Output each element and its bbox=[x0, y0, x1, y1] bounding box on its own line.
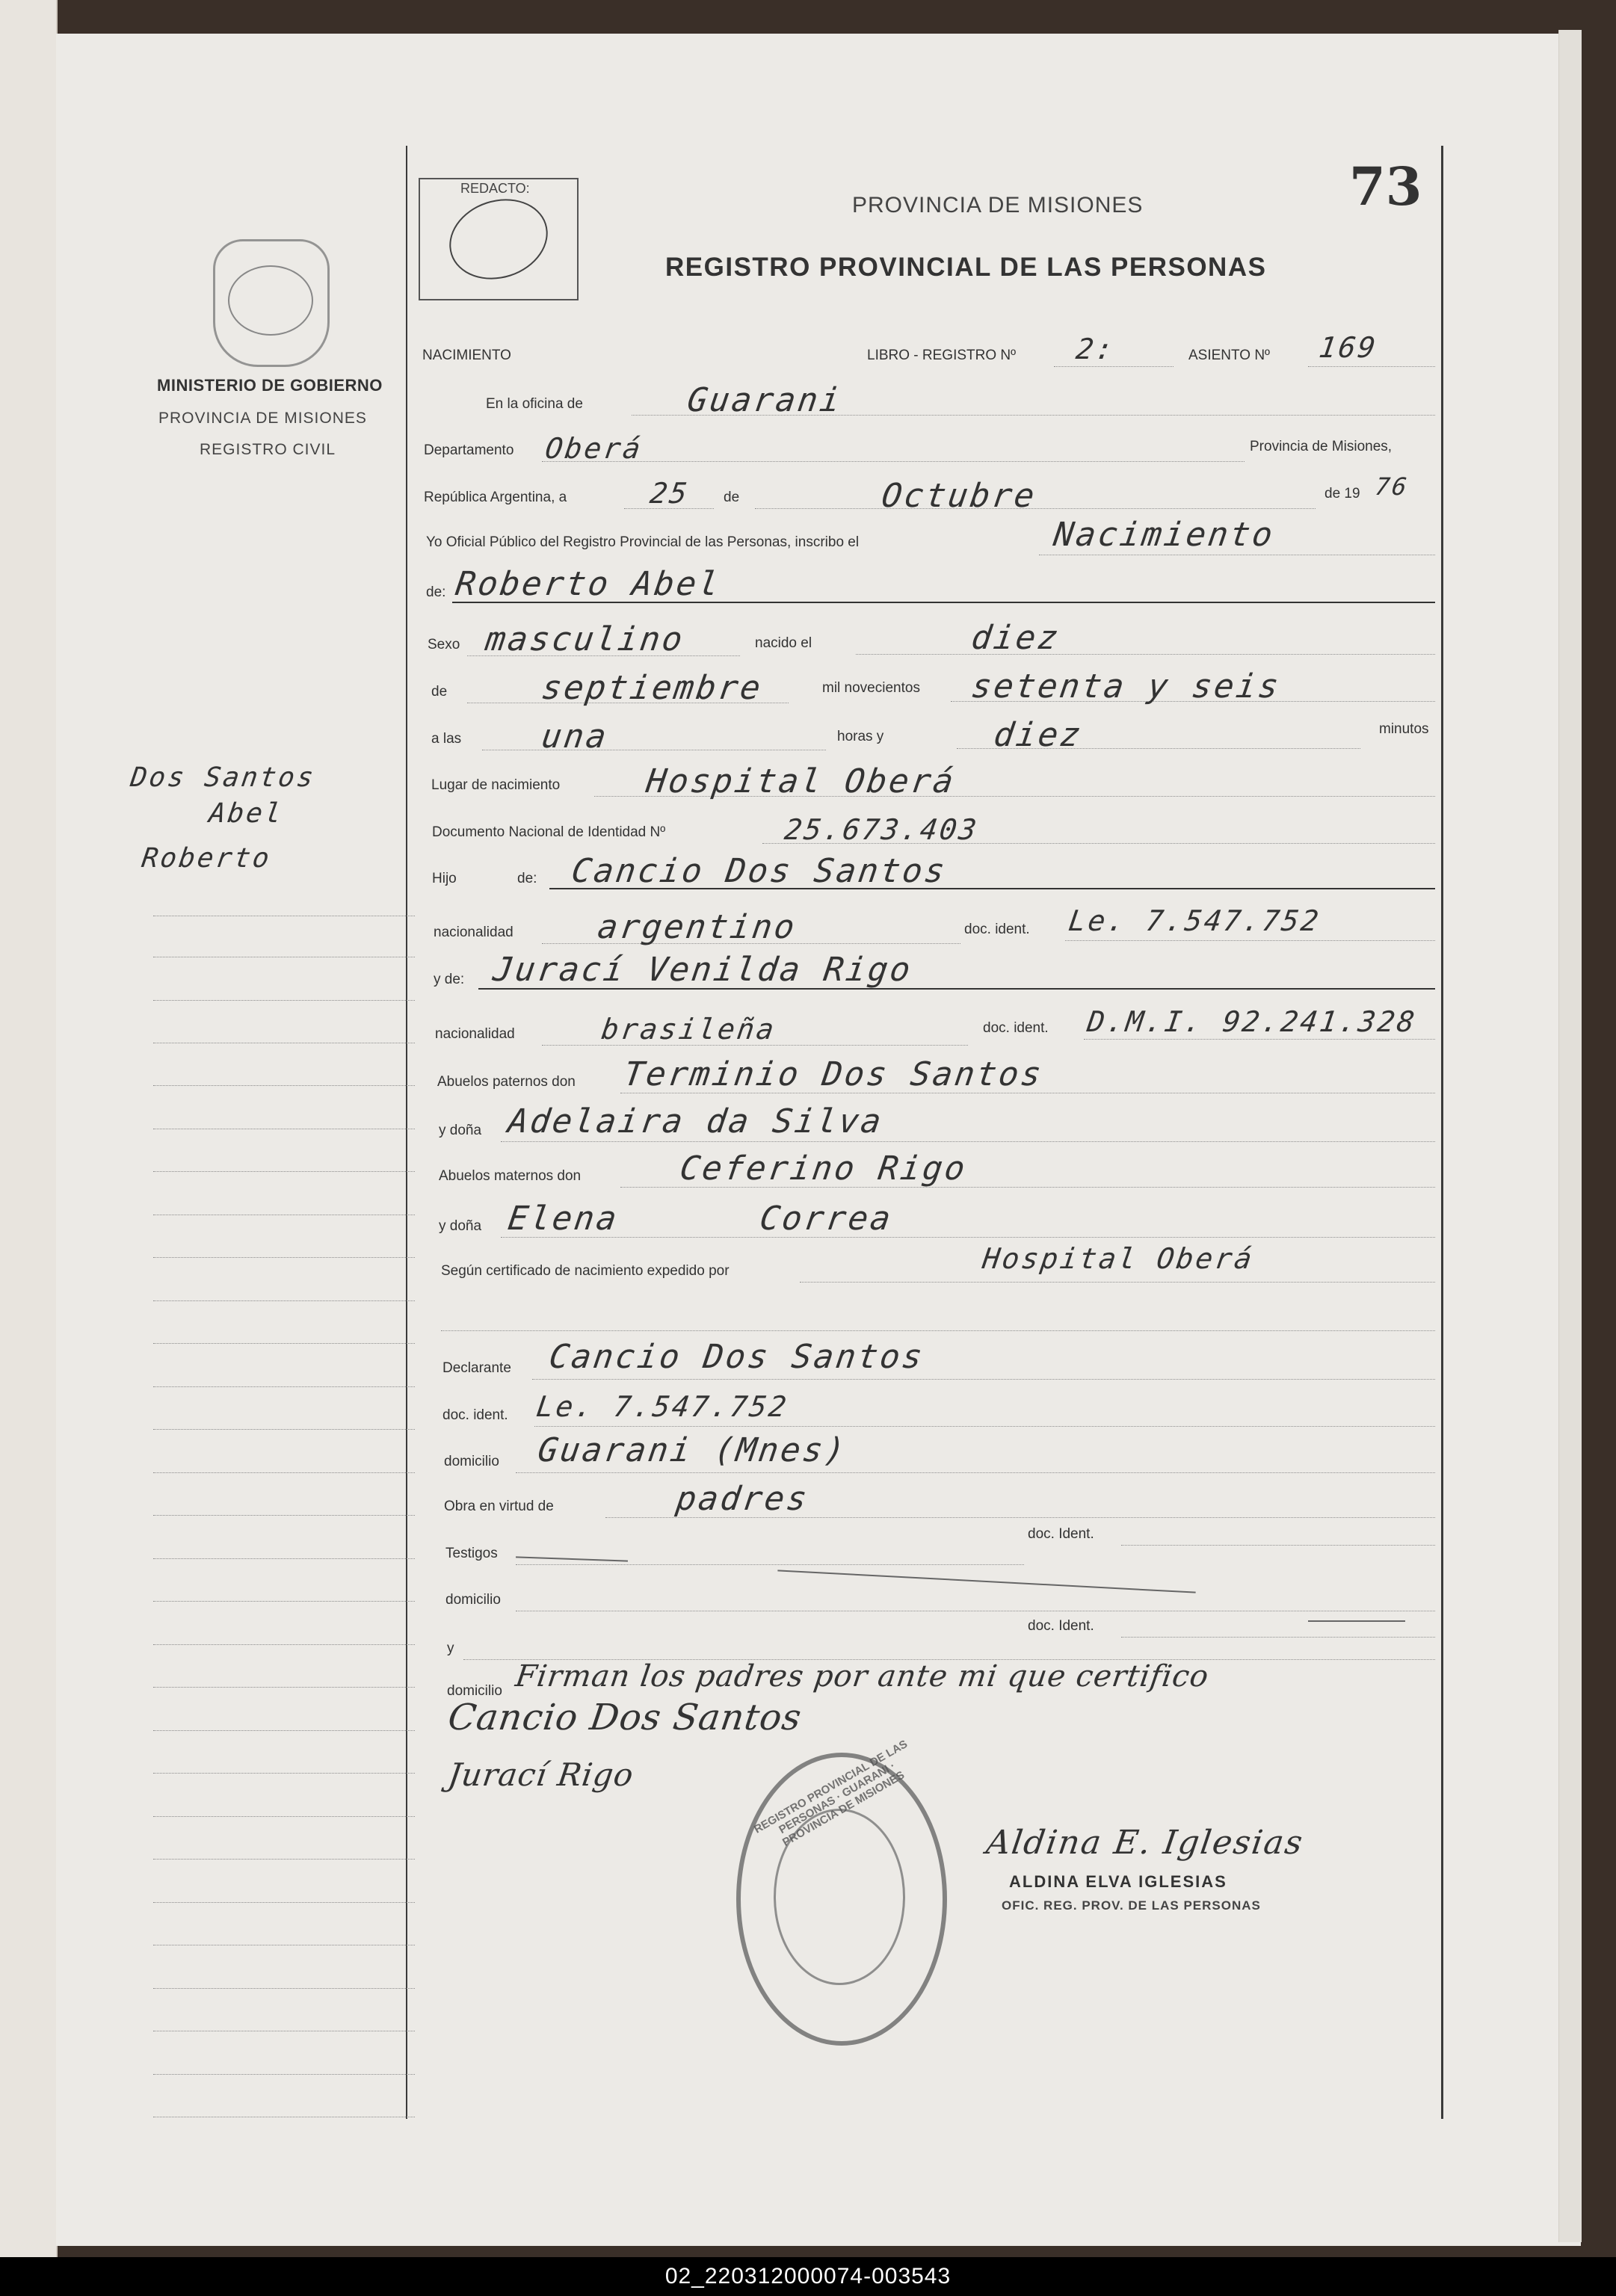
padre-value: Cancio Dos Santos bbox=[569, 852, 949, 890]
segun-value: Hospital Oberá bbox=[980, 1242, 1256, 1275]
segun-certificado-label: Según certificado de nacimiento expedido por bbox=[441, 1263, 730, 1279]
official-name: ALDINA ELVA IGLESIAS bbox=[1009, 1872, 1227, 1891]
declarante-value: Cancio Dos Santos bbox=[546, 1338, 927, 1376]
acto-value: Nacimiento bbox=[1051, 516, 1277, 554]
abuelo-paterno-value: Terminio Dos Santos bbox=[621, 1055, 1046, 1093]
domicilio-value: Guarani (Mnes) bbox=[535, 1431, 850, 1469]
right-page-edge bbox=[1558, 30, 1582, 2242]
hijo-de-label: de: bbox=[517, 871, 537, 886]
seal-emblem-icon bbox=[228, 265, 313, 336]
oficina-value: Guarani bbox=[685, 381, 845, 419]
month-value: Octubre bbox=[879, 477, 1040, 515]
domicilio-label-3: domicilio bbox=[447, 1683, 502, 1699]
redacto-label: REDACTO: bbox=[457, 181, 533, 197]
nacido-value: diez bbox=[969, 619, 1063, 657]
doc-strike bbox=[1308, 1620, 1405, 1622]
abuelos-maternos-label: Abuelos maternos don bbox=[439, 1168, 582, 1184]
y-de-label: y de: bbox=[434, 972, 465, 987]
sexo-label: Sexo bbox=[428, 637, 460, 652]
de-label-3: de bbox=[431, 684, 448, 700]
nombre-value: Roberto Abel bbox=[453, 565, 724, 603]
doc-ident-declarante-label: doc. ident. bbox=[442, 1407, 508, 1423]
abuela-paterna-value: Adelaira da Silva bbox=[505, 1102, 886, 1141]
provincia-label: Provincia de Misiones, bbox=[1250, 439, 1393, 454]
left-page-edge bbox=[0, 0, 58, 2257]
madre-value: Jurací Venilda Rigo bbox=[490, 951, 915, 989]
anio2-value: setenta y seis bbox=[969, 667, 1283, 706]
yo-oficial-label: Yo Oficial Público del Registro Provincial de las Personas, inscribo el bbox=[426, 534, 860, 550]
mes2-value: septiembre bbox=[539, 669, 765, 707]
minutos-label: minutos bbox=[1379, 721, 1429, 737]
nacionalidad-label-1: nacionalidad bbox=[434, 925, 514, 940]
signature-father: Cancio Dos Santos bbox=[445, 1697, 805, 1738]
departamento-value: Oberá bbox=[543, 432, 645, 465]
firma-text: Firman los padres por ante mi que certifico bbox=[513, 1659, 1212, 1694]
abuelos-paternos-label: Abuelos paternos don bbox=[437, 1074, 576, 1090]
margin-note-name2: Roberto bbox=[140, 843, 274, 874]
hora-value: una bbox=[539, 718, 611, 756]
official-signature: Aldina E. Iglesias bbox=[984, 1824, 1307, 1862]
nacionalidad-label-2: nacionalidad bbox=[435, 1026, 515, 1042]
mil-novecientos-label: mil novecientos bbox=[822, 680, 920, 696]
doc-padre-value: Le. 7.547.752 bbox=[1066, 904, 1323, 937]
declarante-label: Declarante bbox=[442, 1360, 511, 1376]
oficina-label: En la oficina de bbox=[486, 396, 583, 412]
image-filename-bar bbox=[0, 2257, 1616, 2296]
testigos-label: Testigos bbox=[445, 1546, 498, 1561]
nacionalidad-madre-value: brasileña bbox=[599, 1013, 778, 1046]
y-dona-label-2: y doña bbox=[439, 1218, 482, 1234]
horas-label: horas y bbox=[837, 729, 884, 744]
y-label: y bbox=[447, 1641, 454, 1656]
lugar-value: Hospital Oberá bbox=[644, 762, 958, 800]
obra-virtud-label: Obra en virtud de bbox=[444, 1499, 554, 1514]
signature-mother: Jurací Rigo bbox=[445, 1756, 636, 1793]
civil-registry-label: REGISTRO CIVIL bbox=[200, 441, 336, 458]
republica-label: República Argentina, a bbox=[424, 490, 567, 505]
hijo-label: Hijo bbox=[432, 871, 457, 886]
stamp-text: REGISTRO PROVINCIAL DE LAS PERSONAS · GUARANI · PROVINCIA DE MISIONES bbox=[751, 1737, 910, 1849]
libro-label: LIBRO - REGISTRO Nº bbox=[867, 348, 1017, 363]
anio-label: de 19 bbox=[1324, 486, 1360, 502]
doc-declarante-value: Le. 7.547.752 bbox=[534, 1390, 791, 1423]
abuelo-materno-value: Ceferino Rigo bbox=[677, 1149, 969, 1188]
domicilio-label-2: domicilio bbox=[445, 1592, 501, 1608]
doc-ident-label-1: doc. ident. bbox=[964, 922, 1030, 937]
obra-value: padres bbox=[673, 1480, 812, 1518]
right-frame-line bbox=[1441, 146, 1443, 2119]
dni-label: Documento Nacional de Identidad Nº bbox=[432, 824, 666, 840]
libro-value: 2: bbox=[1073, 333, 1117, 365]
anio-value: 76 bbox=[1373, 472, 1411, 501]
nacimiento-label: NACIMIENTO bbox=[422, 348, 511, 363]
asiento-label: ASIENTO Nº bbox=[1188, 348, 1270, 363]
abuela-materna-value: Elena Correa bbox=[505, 1200, 895, 1238]
alas-label: a las bbox=[431, 731, 462, 747]
sexo-value: masculino bbox=[483, 620, 688, 658]
official-title: OFIC. REG. PROV. DE LAS PERSONAS bbox=[1002, 1898, 1261, 1913]
doc-ident-label-2: doc. ident. bbox=[983, 1020, 1049, 1036]
nacido-label: nacido el bbox=[755, 635, 812, 651]
asiento-value: 169 bbox=[1316, 331, 1380, 364]
folio-number: 73 bbox=[1349, 155, 1422, 217]
dni-value: 25.673.403 bbox=[782, 813, 981, 846]
de-label-2: de: bbox=[426, 584, 446, 600]
doc-ident-testigo-label-2: doc. Ident. bbox=[1028, 1618, 1094, 1634]
ministry-label: MINISTERIO DE GOBIERNO bbox=[157, 376, 383, 395]
registry-heading: REGISTRO PROVINCIAL DE LAS PERSONAS bbox=[665, 253, 1267, 282]
sidebar-province-label: PROVINCIA DE MISIONES bbox=[158, 410, 367, 427]
left-frame-line bbox=[406, 146, 407, 2119]
y-dona-label-1: y doña bbox=[439, 1123, 482, 1138]
province-heading: PROVINCIA DE MISIONES bbox=[852, 193, 1144, 217]
margin-note-name1: Abel bbox=[207, 798, 286, 829]
day-value: 25 bbox=[647, 477, 691, 510]
nacionalidad-padre-value: argentino bbox=[595, 908, 800, 946]
lugar-label: Lugar de nacimiento bbox=[431, 777, 561, 793]
margin-note-surname: Dos Santos bbox=[129, 762, 318, 793]
de-label-1: de bbox=[724, 490, 740, 505]
minutos-value: diez bbox=[991, 716, 1085, 754]
doc-madre-value: D.M.I. 92.241.328 bbox=[1085, 1005, 1419, 1038]
departamento-label: Departamento bbox=[424, 442, 514, 458]
file-id-label: 02_220312000074-003543 bbox=[664, 2264, 952, 2289]
domicilio-label-1: domicilio bbox=[444, 1454, 499, 1469]
doc-ident-testigo-label-1: doc. Ident. bbox=[1028, 1526, 1094, 1542]
